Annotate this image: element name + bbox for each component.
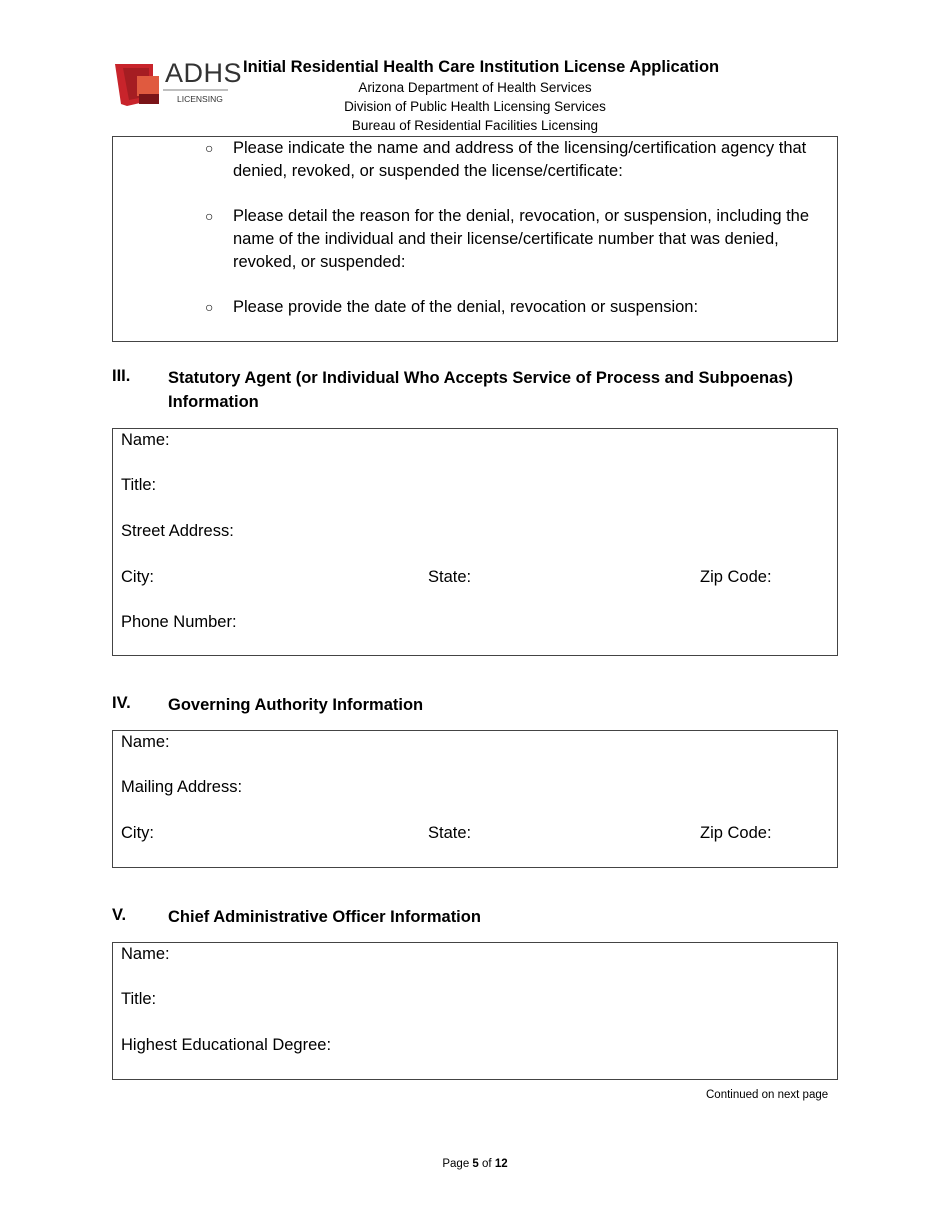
chief-officer-degree-label: Highest Educational Degree: (121, 1036, 332, 1054)
bullet-text: Please indicate the name and address of the licensing/certification agency that denied, revoked, or suspended the license/certificate: (233, 139, 807, 180)
bullet-mark: ○ (205, 140, 214, 156)
statutory-agent-box (112, 428, 838, 656)
logo-subtext: LICENSING (177, 94, 223, 104)
governing-name-label: Name: (121, 733, 170, 751)
document-title: Initial Residential Health Care Institution License Application (243, 58, 720, 76)
section-3-number: III. (112, 367, 131, 385)
header-division: Division of Public Health Licensing Services (344, 99, 606, 114)
section-5-number: V. (112, 906, 127, 924)
governing-authority-box (112, 730, 838, 868)
section-4-number: IV. (112, 694, 131, 712)
statutory-agent-state-label: State: (428, 568, 472, 586)
statutory-agent-phone-label: Phone Number: (121, 613, 237, 631)
governing-city-label: City: (121, 824, 154, 842)
bullet-mark: ○ (205, 299, 214, 315)
chief-officer-title-label: Title: (121, 990, 157, 1008)
statutory-agent-zip-label: Zip Code: (700, 568, 772, 586)
page-prefix: Page (442, 1158, 470, 1170)
section-4-title: Governing Authority Information (168, 696, 424, 714)
bullet-text: Please provide the date of the denial, revocation or suspension: (233, 298, 699, 316)
page-of: of (482, 1158, 492, 1170)
page-number (0, 1158, 950, 1170)
statutory-agent-city-label: City: (121, 568, 154, 586)
bullets-box (112, 136, 838, 342)
bullet-mark: ○ (205, 208, 214, 224)
bullet-text: Please detail the reason for the denial, revocation, or suspension, including the name of the individual and their license/certificate number that was denied, revoked, or suspended: (233, 207, 810, 271)
header-department: Arizona Department of Health Services (358, 80, 592, 95)
adhs-logo (115, 58, 243, 108)
continued-note: Continued on next page (706, 1089, 829, 1101)
section-5-title: Chief Administrative Officer Information (168, 908, 481, 926)
header-bureau: Bureau of Residential Facilities Licensing (351, 118, 599, 133)
page-total: 12 (494, 1158, 508, 1170)
chief-officer-box (112, 942, 838, 1080)
chief-officer-name-label: Name: (121, 945, 170, 963)
statutory-agent-title-label: Title: (121, 476, 157, 494)
statutory-agent-street-label: Street Address: (121, 522, 234, 540)
governing-zip-label: Zip Code: (700, 824, 772, 842)
governing-mailing-label: Mailing Address: (121, 778, 243, 796)
statutory-agent-name-label: Name: (121, 431, 170, 449)
page-current: 5 (472, 1158, 479, 1170)
logo-text: ADHS (165, 58, 243, 88)
section-3-title: Statutory Agent (or Individual Who Accepts Service of Process and Subpoenas) Information (168, 369, 793, 411)
governing-state-label: State: (428, 824, 472, 842)
